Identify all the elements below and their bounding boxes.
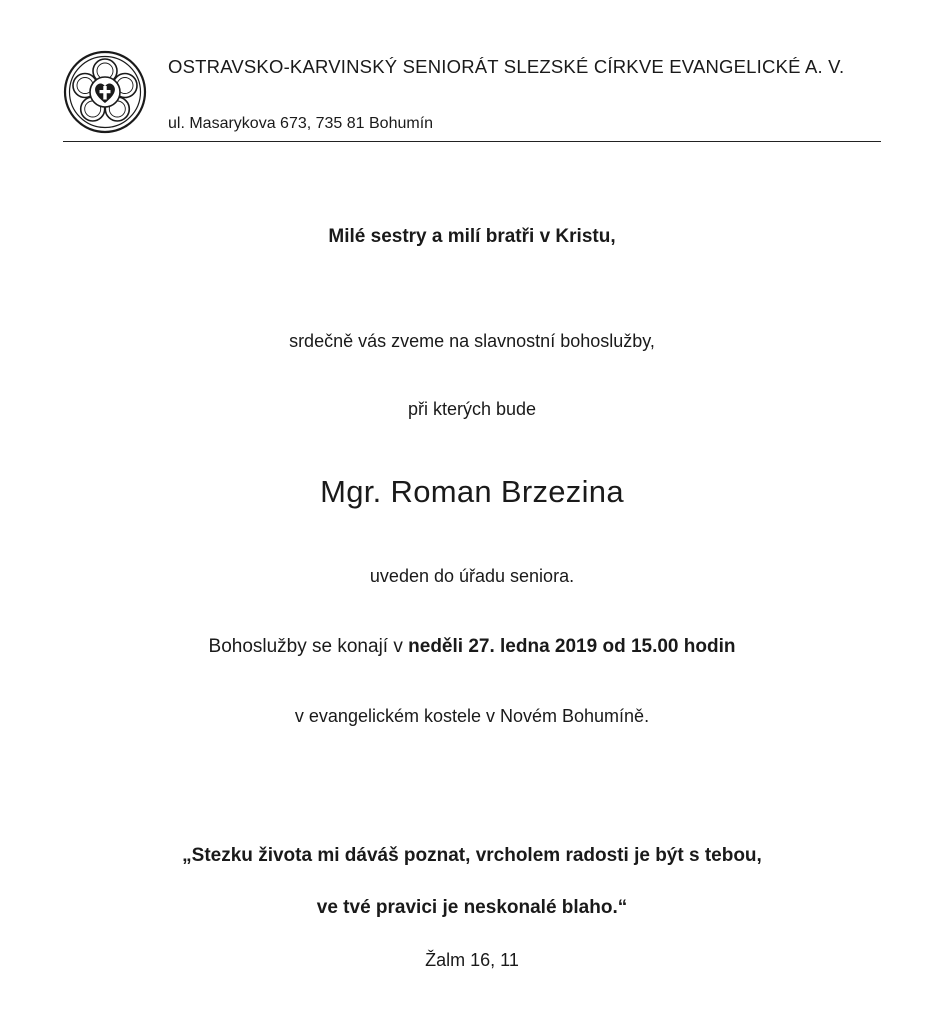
- service-datetime: neděli 27. ledna 2019 od 15.00 hodin: [408, 636, 736, 657]
- greeting: Milé sestry a milí bratři v Kristu,: [328, 226, 616, 247]
- quote-line-1: „Stezku života mi dáváš poznat, vrcholem radosti je být s tebou,: [182, 845, 762, 866]
- quote-reference: Žalm 16, 11: [425, 950, 519, 970]
- invitation-line-1: srdečně vás zveme na slavnostní bohoslužby,: [289, 331, 655, 351]
- quote-line-2: ve tvé pravici je neskonalé blaho.“: [316, 897, 628, 918]
- person-name: Mgr. Roman Brzezina: [320, 474, 624, 509]
- header-divider: [63, 141, 881, 142]
- service-place: v evangelickém kostele v Novém Bohumíně.: [294, 706, 650, 726]
- service-line: [0, 636, 944, 658]
- service-prefix: Bohoslužby se konají v: [208, 636, 409, 657]
- installation-text: uveden do úřadu seniora.: [369, 566, 575, 586]
- organization-name: OSTRAVSKO-KARVINSKÝ SENIORÁT SLEZSKÉ CÍRKVE EVANGELICKÉ A. V.: [168, 56, 845, 77]
- organization-address: ul. Masarykova 673, 735 81 Bohumín: [168, 115, 434, 132]
- invitation-line-2: při kterých bude: [407, 399, 537, 419]
- luther-rose-seal-icon: [63, 50, 147, 134]
- letterhead: [0, 0, 944, 150]
